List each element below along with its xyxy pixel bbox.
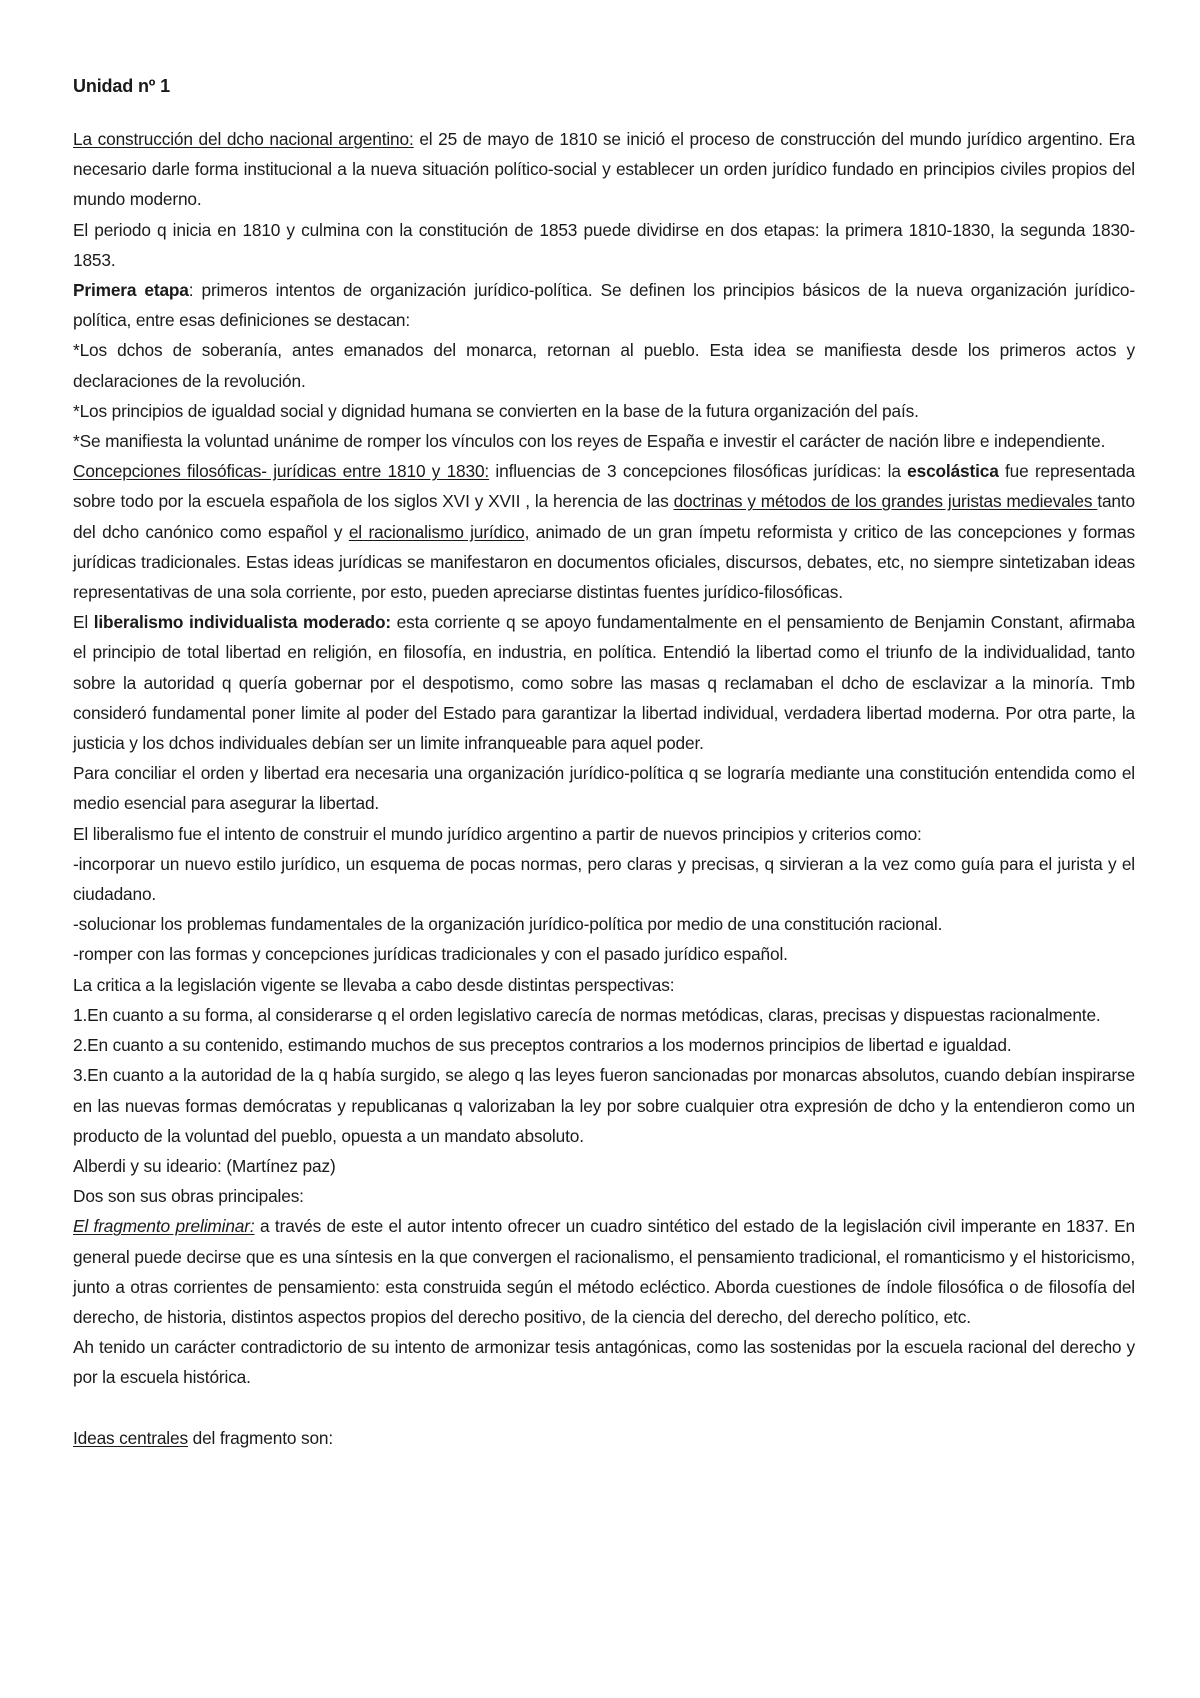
paragraph-text: esta corriente q se apoyo fundamentalmente en el pensamiento de Benjamin Constant, afirmaba el principio de total libertad en religión, en filosofía, en industria, en política. Entendió la libertad como el triunfo de la individualidad, tanto sobre la autoridad q quería gobernar por el despotismo, como sobre las masas q reclamaban el dcho de esclavizar a la minoría. Tmb consideró fundamental poner limite al poder del Estado para garantizar la libertad individual, verdadera libertad moderna. Por otra parte, la justicia y los dchos individuales debían ser un limite infranqueable para aquel poder. [73, 612, 1135, 754]
term-escolastica: escolástica [907, 461, 999, 482]
paragraph-periodo: El periodo q inicia en 1810 y culmina con la constitución de 1853 puede dividirse en dos etapas: la primera 1810-1830, la segunda 1830-1853. [73, 219, 1135, 270]
list-item-romper-formas: -romper con las formas y concepciones jurídicas tradicionales y con el pasado jurídico español. [73, 944, 788, 965]
paragraph-critica: La critica a la legislación vigente se llevaba a cabo desde distintas perspectivas: [73, 974, 675, 995]
paragraph-text: a través de este el autor intento ofrecer un cuadro sintético del estado de la legislación civil imperante en 1837. En general puede decirse que es una síntesis en la que convergen el racionalismo, el pensamiento tradicional, el romanticismo y el historicismo, junto a otras corrientes de pensamiento: esta construida según el método ecléctico. Aborda cuestiones de índole filosófica o de filosofía del derecho, de historia, distintos aspectos propios del derecho positivo, de la ciencia del derecho, del derecho político, etc. [73, 1216, 1135, 1327]
blank-line [73, 1393, 1135, 1423]
paragraph-fragmento [73, 1211, 1135, 1332]
paragraph-text: influencias de 3 concepciones filosóficas jurídicas: la [489, 461, 908, 482]
paragraph-text: animado de un gran ímpetu reformista y critico de las concepciones y formas jurídicas tradicionales. Estas ideas jurídicas se manifestaron en documentos oficiales, discursos, debates, etc, no siempre sintetizaban ideas representativas de una sola corriente, por esto, pueden apreciarse distintas fuentes jurídico-filosóficas. [73, 521, 1135, 603]
paragraph-liberalismo [73, 607, 1135, 758]
section-heading-fragmento: El fragmento preliminar: [73, 1216, 255, 1237]
section-heading-liberalismo: liberalismo individualista moderado: [93, 612, 391, 633]
term-racionalismo: el racionalismo jurídico, [348, 521, 530, 542]
paragraph-alberdi: Alberdi y su ideario: (Martínez paz) [73, 1155, 336, 1176]
paragraph-criterios: El liberalismo fue el intento de construir el mundo jurídico argentino a partir de nuevos principios y criterios como: [73, 823, 922, 844]
list-item-forma: 1.En cuanto a su forma, al considerarse q el orden legislativo carecía de normas metódicas, claras, precisas y dispuestas racionalmente. [73, 1004, 1101, 1025]
paragraph-text: fue representada sobre todo por la escuela española de los siglos XVI y XVII , la herencia de las [73, 461, 1135, 512]
section-heading-ideas-centrales: Ideas centrales [73, 1427, 188, 1448]
list-item-constitucion-racional: -solucionar los problemas fundamentales de la organización jurídico-política por medio de una constitución racional. [73, 914, 943, 935]
section-heading-construccion: La construcción del dcho nacional argentino: [73, 129, 414, 149]
section-heading-concepciones: Concepciones filosóficas- jurídicas entre 1810 y 1830: [73, 461, 490, 482]
list-item-autoridad: 3.En cuanto a la autoridad de la q había surgido, se alego q las leyes fueron sancionadas por monarcas absolutos, cuando debían inspirarse en las nuevas formas demócratas y republicanas q valorizaban la ley por sobre cualquier otra expresión de dcho y la entendieron como un producto de la voluntad del pueblo, opuesta a un mandato absoluto. [73, 1065, 1135, 1146]
paragraph-construccion [73, 124, 1135, 215]
list-item-estilo-juridico: -incorporar un nuevo estilo jurídico, un esquema de pocas normas, pero claras y precisas, q sirvieran a la vez como guía para el jurista y el ciudadano. [73, 853, 1135, 905]
document-page [73, 0, 1135, 1698]
paragraph-text: tanto del dcho canónico como español y [73, 491, 1135, 542]
paragraph-orden-libertad: Para conciliar el orden y libertad era necesaria una organización jurídico-política q se lograría mediante una constitución entendida como el medio esencial para asegurar la libertad. [73, 763, 1135, 814]
paragraph-concepciones [73, 456, 1135, 607]
paragraph-text: El [73, 612, 94, 633]
paragraph-text: : primeros intentos de organización jurídico-política. Se definen los principios básicos de la nueva organización jurídico-política, entre esas definiciones se destacan: [73, 280, 1135, 331]
paragraph-primera-etapa [73, 275, 1135, 335]
term-doctrinas-medievales: doctrinas y métodos de los grandes juristas medievales [673, 491, 1098, 512]
paragraph-contradictorio: Ah tenido un carácter contradictorio de su intento de armonizar tesis antagónicas, como las sostenidas por la escuela racional del derecho y por la escuela histórica. [73, 1337, 1135, 1388]
section-heading-primera-etapa: Primera etapa [73, 280, 189, 301]
list-item-igualdad: *Los principios de igualdad social y dignidad humana se convierten en la base de la futura organización del país. [73, 400, 919, 421]
paragraph-text: el 25 de mayo de 1810 se inició el proceso de construcción del mundo jurídico argentino. Era necesario darle forma institucional a la nueva situación político-social y establecer un orden jurídico fundado en principios civiles propios del mundo moderno. [73, 129, 1135, 210]
unit-title: Unidad nº 1 [73, 76, 170, 96]
paragraph-ideas-centrales [73, 1423, 1135, 1453]
list-item-independencia: *Se manifiesta la voluntad unánime de romper los vínculos con los reyes de España e investir el carácter de nación libre e independiente. [73, 431, 1106, 452]
list-item-soberania: *Los dchos de soberanía, antes emanados del monarca, retornan al pueblo. Esta idea se manifiesta desde los primeros actos y declaraciones de la revolución. [73, 340, 1135, 391]
paragraph-obras: Dos son sus obras principales: [73, 1186, 304, 1207]
list-item-contenido: 2.En cuanto a su contenido, estimando muchos de sus preceptos contrarios a los modernos principios de libertad e igualdad. [73, 1035, 1012, 1056]
document-body [73, 124, 1135, 1453]
paragraph-text: del fragmento son: [187, 1427, 334, 1448]
